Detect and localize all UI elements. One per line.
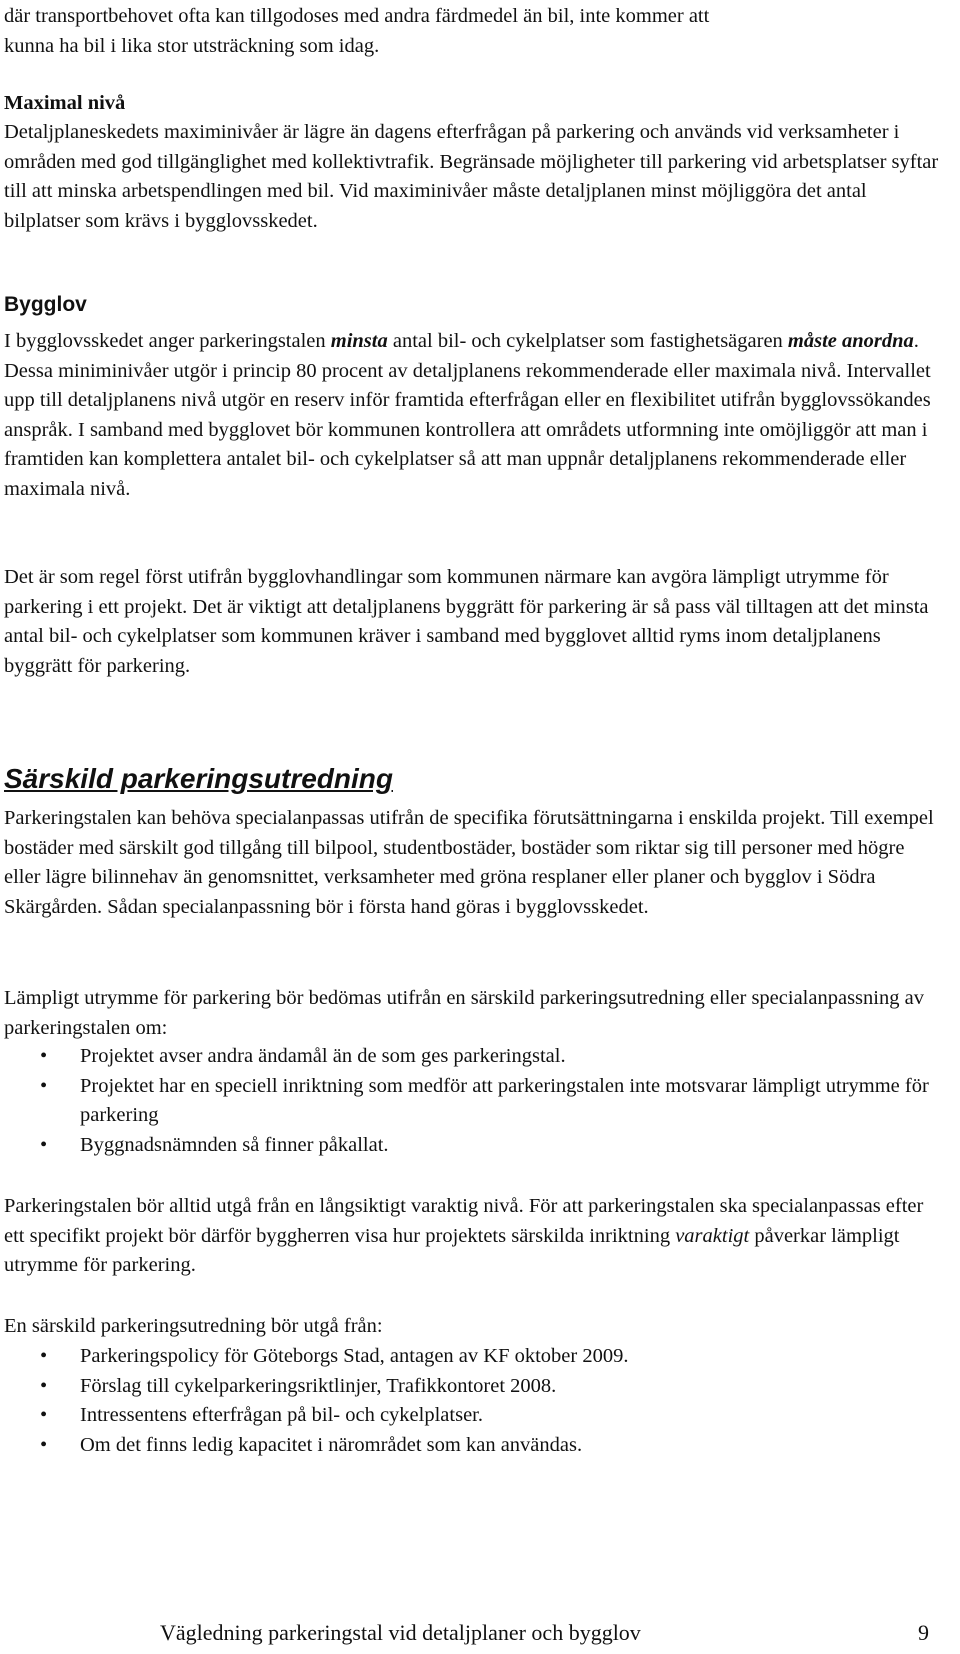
bullet-icon: • [40, 1374, 48, 1397]
criteria-list [4, 1042, 940, 1160]
sarskild-paragraph-2: Lämpligt utrymme för parkering bör bedömas utifrån en särskild parkeringsutredning eller specialanpassning av parkeringstalen om: [4, 987, 924, 1039]
bygglov-heading: Bygglov [4, 293, 87, 316]
list-item [4, 1342, 940, 1372]
intro-paragraph [4, 2, 940, 61]
page-number: 9 [918, 1620, 929, 1645]
text-run: I bygglovsskedet anger parkeringstalen [4, 330, 331, 352]
bygglov-paragraph-2: Det är som regel först utifrån bygglovhandlingar som kommunen närmare kan avgöra lämpligt utrymme för parkering i ett projekt. Det är viktigt att detaljplanens byggrätt för parkering är så pass väl tilltagen att det minsta antal bil- och cykelplatser som kommunen kräver i samband med bygglovet alltid ryms inom detaljplanens byggrätt för parkering. [4, 566, 929, 677]
emphasis-minsta: minsta [330, 330, 388, 352]
sources-list [4, 1342, 940, 1460]
emphasis-maste-anordna: måste anordna [787, 330, 914, 352]
bullet-icon: • [40, 1133, 48, 1156]
bullet-icon: • [40, 1045, 48, 1067]
list-item [4, 1431, 940, 1461]
list-item [4, 1072, 940, 1131]
intro-line-1: där transportbehovet ofta kan tillgodoses med andra färdmedel än bil, inte kommer att [4, 5, 710, 27]
bygglov-paragraph-1 [4, 327, 940, 504]
bullet-icon: • [40, 1433, 48, 1456]
list-item-text: Parkeringspolicy för Göteborgs Stad, antagen av KF oktober 2009. [80, 1345, 629, 1367]
list-item [4, 1372, 940, 1402]
list-item-text: Projektet avser andra ändamål än de som ges parkeringstal. [80, 1045, 566, 1067]
list-item-text: Förslag till cykelparkeringsriktlinjer, Trafikkontoret 2008. [80, 1374, 557, 1397]
list-item [4, 1042, 940, 1072]
intro-line-2: kunna ha bil i lika stor utsträckning som idag. [4, 34, 380, 57]
text-run: antal bil- och cykelplatser som fastighetsägaren [387, 330, 788, 352]
bullet-icon: • [40, 1345, 48, 1367]
sarskild-heading: Särskild parkeringsutredning [4, 763, 393, 794]
list-item-text: Om det finns ledig kapacitet i närområdet som kan användas. [80, 1433, 583, 1456]
list-item-text: Intressentens efterfrågan på bil- och cykelplatser. [80, 1404, 483, 1426]
sarskild-paragraph-3 [4, 1192, 940, 1281]
sarskild-paragraph-4: En särskild parkeringsutredning bör utgå från: [4, 1315, 383, 1337]
list-item-text: Projektet har en speciell inriktning som medför att parkeringstalen inte motsvarar lämpligt utrymme för parkering [80, 1074, 929, 1126]
sarskild-paragraph-1: Parkeringstalen kan behöva specialanpassas utifrån de specifika förutsättningarna i enskilda projekt. Till exempel bostäder med särskilt god tillgång till bilpool, studentbostäder, bostäder som riktar sig till personer med högre eller lägre bilinnehav än genomsnittet, verksamheter med gröna resplaner eller planer och bygglov i Södra Skärgården. Sådan specialanpassning bör i första hand göras i bygglovsskedet. [4, 807, 934, 918]
page-footer [0, 1620, 960, 1650]
text-run: påverkar lämpligt utrymme för parkering. [4, 1224, 900, 1276]
bullet-icon: • [40, 1404, 48, 1426]
emphasis-varaktigt: varaktigt [675, 1224, 750, 1247]
bullet-icon: • [40, 1074, 48, 1097]
text-run: Parkeringstalen bör alltid utgå från en långsiktigt varaktig nivå. För att parkeringstalen ska specialanpassas efter ett specifikt projekt bör därför byggherren visa hur projektets särskilda inriktning [4, 1195, 924, 1247]
list-item-text: Byggnadsnämnden så finner påkallat. [80, 1133, 389, 1156]
text-run: . Dessa miniminivåer utgör i princip 80 procent av detaljplanens rekommenderade eller maximala nivå. Intervallet upp till detaljplanens nivå utgör en reserv inför framtida efterfrågan eller en flexibilitet utifrån bygglovssökandes anspråk. I samband med bygglovet bör kommunen kontrollera att områdets utformning inte omöjliggör att man i framtiden kan komplettera antalet bil- och cykelplatser så att man uppnår detaljplanens rekommenderade eller maximala nivå. [4, 330, 931, 500]
maximal-heading: Maximal nivå [4, 92, 126, 114]
footer-title: Vägledning parkeringstal vid detaljplaner och bygglov [160, 1620, 641, 1645]
list-item [4, 1131, 940, 1161]
list-item [4, 1401, 940, 1431]
maximal-paragraph: Detaljplaneskedets maximinivåer är lägre än dagens efterfrågan på parkering och används vid verksamheter i områden med god tillgänglighet med kollektivtrafik. Begränsade möjligheter till parkering vid arbetsplatser syftar till att minska arbetspendlingen med bil. Vid maximinivåer måste detaljplanen minst möjliggöra det antal bilplatser som krävs i bygglovsskedet. [4, 121, 939, 232]
